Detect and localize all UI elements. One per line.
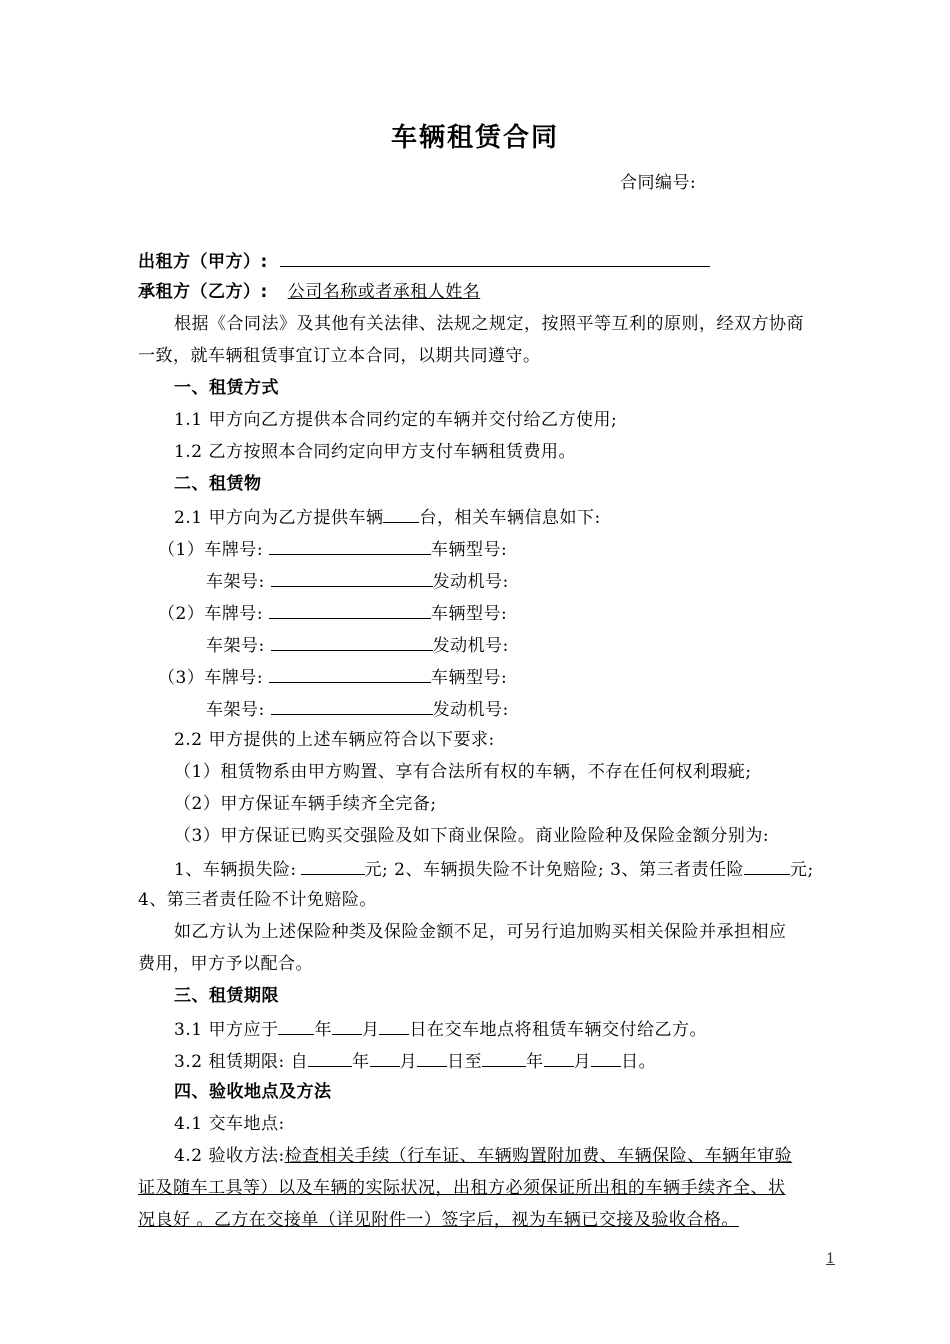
contract-number-label: 合同编号: <box>620 173 697 193</box>
lessor-line <box>138 249 848 273</box>
damage-amount-blank[interactable] <box>301 857 365 875</box>
clause-2-1-text-a: 2.1 甲方向为乙方提供车辆 <box>174 508 384 528</box>
clause-4-2-line-2: 证及随车工具等）以及车辆的实际状况，出租方必须保证所出租的车辆手续齐全、状 <box>138 1178 786 1198</box>
insurance-b: 元; 2、车辆损失险不计免赔险; 3、第三者责任险 <box>364 860 744 880</box>
extra-insurance-line-1: 如乙方认为上述保险种类及保险金额不足，可另行追加购买相关保险并承担相应 <box>174 922 787 942</box>
clause-3-2 <box>174 1049 884 1073</box>
section-3-title: 三、租赁期限 <box>174 986 279 1006</box>
clause-4-2-line-3: 况良好 。乙方在交接单（详见附件一）签字后，视为车辆已交接及验收合格。 <box>138 1210 739 1230</box>
start-year-blank[interactable] <box>308 1049 352 1067</box>
plate-label: 车牌号: <box>204 668 264 688</box>
end-day-blank[interactable] <box>591 1049 621 1067</box>
model-label: 车辆型号: <box>430 604 508 624</box>
vehicle-3-row-1 <box>158 665 868 689</box>
section-4-title: 四、验收地点及方法 <box>174 1082 332 1102</box>
page-number: 1 <box>826 1251 835 1267</box>
clause-2-1 <box>174 505 884 529</box>
frame-blank[interactable] <box>271 633 433 651</box>
engine-label: 发动机号: <box>432 572 509 592</box>
vehicle-count-blank[interactable] <box>383 505 419 523</box>
vehicle-1-index: （1） <box>158 540 205 560</box>
clause-1-1: 1.1 甲方向乙方提供本合同约定的车辆并交付给乙方使用; <box>174 410 618 430</box>
lessee-value: 公司名称或者承租人姓名 <box>287 282 481 302</box>
plate-label: 车牌号: <box>204 540 264 560</box>
vehicle-2-row-2 <box>206 633 916 657</box>
delivery-month-blank[interactable] <box>332 1017 362 1035</box>
plate-blank[interactable] <box>269 665 431 683</box>
insurance-line-2: 4、第三者责任险不计免赔险。 <box>138 890 377 910</box>
insurance-line-1 <box>174 857 884 881</box>
clause-2-1-text-b: 台，相关车辆信息如下: <box>419 508 601 528</box>
intro-line-1: 根据《合同法》及其他有关法律、法规之规定，按照平等互利的原则，经双方协商 <box>174 314 804 334</box>
end-year-blank[interactable] <box>482 1049 526 1067</box>
vehicle-2-row-1 <box>158 601 868 625</box>
end-month-blank[interactable] <box>544 1049 574 1067</box>
requirement-2: （2）甲方保证车辆手续齐全完备; <box>174 794 437 814</box>
vehicle-2-index: （2） <box>158 604 205 624</box>
intro-line-2: 一致，就车辆租赁事宜订立本合同，以期共同遵守。 <box>138 346 541 366</box>
insurance-a: 1、车辆损失险: <box>174 860 297 880</box>
lessee-line <box>138 281 848 303</box>
delivery-year-blank[interactable] <box>278 1017 314 1035</box>
clause-4-2-line-1 <box>174 1145 884 1167</box>
requirement-3: （3）甲方保证已购买交强险及如下商业保险。商业险险种及保险金额分别为: <box>174 826 770 846</box>
plate-blank[interactable] <box>269 537 431 555</box>
clause-4-2-label: 4.2 验收方法: <box>174 1146 285 1166</box>
engine-label: 发动机号: <box>432 700 509 720</box>
vehicle-3-row-2 <box>206 697 916 721</box>
vehicle-1-row-2 <box>206 569 916 593</box>
clause-1-2: 1.2 乙方按照本合同约定向甲方支付车辆租赁费用。 <box>174 442 576 462</box>
third-party-amount-blank[interactable] <box>744 857 790 875</box>
frame-blank[interactable] <box>271 697 433 715</box>
frame-label: 车架号: <box>206 700 265 720</box>
plate-label: 车牌号: <box>204 604 264 624</box>
year-label: 年 <box>314 1020 332 1040</box>
clause-3-1-text-b: 日在交车地点将租赁车辆交付给乙方。 <box>409 1020 707 1040</box>
frame-label: 车架号: <box>206 572 265 592</box>
end-label: 日。 <box>621 1052 657 1072</box>
clause-4-1: 4.1 交车地点: <box>174 1114 285 1134</box>
clause-4-2-text-1: 检查相关手续（行车证、车辆购置附加费、车辆保险、车辆年审验 <box>284 1146 793 1166</box>
model-label: 车辆型号: <box>430 668 508 688</box>
extra-insurance-line-2: 费用，甲方予以配合。 <box>138 954 313 974</box>
clause-3-1 <box>174 1017 884 1041</box>
year-label: 年 <box>526 1052 544 1072</box>
engine-label: 发动机号: <box>432 636 509 656</box>
to-label: 日至 <box>447 1052 483 1072</box>
section-2-title: 二、租赁物 <box>174 474 262 494</box>
start-day-blank[interactable] <box>417 1049 447 1067</box>
lessee-label: 承租方（乙方）: <box>138 282 268 302</box>
start-month-blank[interactable] <box>370 1049 400 1067</box>
lessor-blank[interactable] <box>280 249 710 267</box>
delivery-day-blank[interactable] <box>379 1017 409 1035</box>
month-label: 月 <box>399 1052 418 1072</box>
clause-3-2-text-a: 3.2 租赁期限: 自 <box>174 1052 309 1072</box>
lessor-label: 出租方（甲方）: <box>138 252 268 272</box>
clause-3-1-text-a: 3.1 甲方应于 <box>174 1020 279 1040</box>
frame-blank[interactable] <box>271 569 433 587</box>
model-label: 车辆型号: <box>430 540 508 560</box>
month-label: 月 <box>361 1020 380 1040</box>
document-title: 车辆租赁合同 <box>390 123 559 153</box>
plate-blank[interactable] <box>269 601 431 619</box>
vehicle-1-row-1 <box>158 537 868 561</box>
year-label: 年 <box>352 1052 370 1072</box>
frame-label: 车架号: <box>206 636 265 656</box>
requirement-1: （1）租赁物系由甲方购置、享有合法所有权的车辆，不存在任何权利瑕疵; <box>174 762 752 782</box>
insurance-c: 元; <box>789 860 814 880</box>
clause-2-2: 2.2 甲方提供的上述车辆应符合以下要求: <box>174 730 495 750</box>
month-label: 月 <box>573 1052 592 1072</box>
section-1-title: 一、租赁方式 <box>174 378 279 398</box>
vehicle-3-index: （3） <box>158 668 205 688</box>
